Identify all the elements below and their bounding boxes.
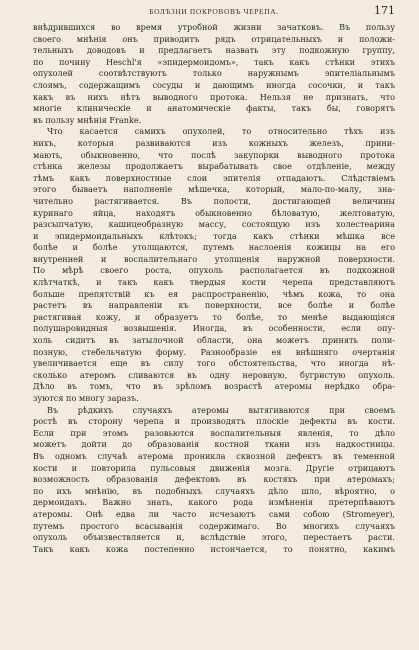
running-title: БОЛѢЗНИ ПОКРОВОВЪ ЧЕРЕПА.	[149, 6, 279, 16]
text-line: какъ въ нихъ нѣтъ выводного протока. Нельзя не признать, что	[33, 91, 395, 102]
text-line: Такъ какъ кожа постепенно истончается, то понятно, какимъ	[33, 543, 395, 554]
text-line: по почину Heschl'я «эпидермоидомъ», такъ какъ стѣнки этихъ	[33, 56, 395, 67]
text-line: куринаго яйца, находятъ обыкновенно бѣловатую, желтоватую,	[33, 207, 395, 218]
text-line: кости и повторила пульсовыя движенія мозга. Другіе отрицаютъ	[33, 462, 395, 473]
text-line: путемъ простого всасыванія содержимаго. Во многихъ случаяхъ	[33, 520, 395, 531]
text-line: опухоль объизвествляется и, вслѣдствіе этого, перестаетъ расти.	[33, 532, 395, 543]
text-line: внутренней и воспалительнаго утолщенія наружной поверхности.	[33, 253, 395, 264]
body-text	[33, 22, 395, 555]
text-line: нихъ, которыя развиваются изъ кожныхъ железъ, прини-	[33, 137, 395, 148]
text-line: сколько атеромъ сливаются въ одну неровную, бугристую опухоль.	[33, 369, 395, 380]
text-line: атеромы. Онѣ едва ли часто исчезаютъ сами собою (Stromeyer),	[33, 508, 395, 519]
text-line: растягивая кожу, и образуетъ то болѣе, то менѣе выдающіяся	[33, 311, 395, 322]
text-line: растетъ въ направленіи къ поверхности, все болѣе и болѣе	[33, 300, 395, 311]
text-line: Если при этомъ разовьются воспалительныя явленія, то дѣло	[33, 427, 395, 438]
text-line: можетъ дойти до образованія костной ткани изъ надкостницы.	[33, 439, 395, 450]
text-line: зуются по многу заразъ.	[33, 393, 139, 403]
text-line: Что касается самихъ опухолей, то относительно тѣхъ изъ	[47, 126, 395, 137]
text-line: по ихъ мнѣнію, въ подобныхъ случаяхъ дѣло шло, вѣроятно, о	[33, 485, 395, 496]
text-line: тѣмъ какъ поверхностные слои эпителія отпадаютъ. Слѣдствіемъ	[33, 172, 395, 183]
text-line: По мѣрѣ своего роста, опухоль располагается въ подкожной	[33, 265, 395, 276]
text-line: въ пользу мнѣнія Franke.	[33, 114, 142, 125]
text-line: и эпидермоидальныхъ клѣтокъ; тогда какъ стѣнки мѣшка все	[33, 230, 395, 241]
text-line: полушаровидныя возвышенія. Иногда, въ особенности, если опу-	[33, 323, 395, 334]
text-line: тельныхъ доводовъ и предлагаетъ назвать эту подкожную группу,	[33, 45, 395, 56]
text-line: болѣе и болѣе утолщаются, путемъ наслоенія кожицы на его	[33, 242, 395, 253]
text-line: чительно растягивается. Въ полости, достигающей величины	[33, 195, 395, 206]
text-line: дермоидахъ. Важно знать, какого рода измѣненія претерпѣваютъ	[33, 497, 395, 508]
text-line: этого бываетъ наполненіе мѣшечка, который, мало-по-малу, зна-	[33, 184, 395, 195]
text-line: клѣтчаткѣ, и такъ какъ твердыя кости черепа представляютъ	[33, 277, 395, 288]
text-line: возможность образованія дефектовъ въ костяхъ при атеромахъ;	[33, 474, 395, 485]
text-line: Въ рѣдкихъ случаяхъ атеромы вытягиваются при своемъ	[47, 404, 395, 415]
page-number: 171	[374, 4, 395, 17]
text-line: позную, стебельчатую форму. Разнообразіе ея внѣшняго очертанія	[33, 346, 395, 357]
text-line: мають, обыкновенно, что послѣ закупорки выводного протока	[33, 149, 395, 160]
text-line: Въ одномъ случаѣ атерома проникла сквозной дефектъ въ теменной	[33, 450, 395, 461]
text-line: стѣнка железы продолжаетъ вырабатывать свое отдѣленіе, между	[33, 161, 395, 172]
text-line: разсыпчатую, кашицеобразную массу, состоящую изъ холестеарина	[33, 219, 395, 230]
text-line: многіе клиническіе и анатомическіе факты, такъ бы, говорятъ	[33, 103, 395, 114]
text-line: холь сидитъ въ затылочной области, она можетъ принять поли-	[33, 335, 395, 346]
text-line: больше препятствій къ ея распространенію, чѣмъ кожа, то она	[33, 288, 395, 299]
page-header	[33, 4, 395, 18]
text-line: Дѣло въ томъ, что въ зрѣломъ возрастѣ атеромы нерѣдко обра-	[33, 381, 395, 392]
text-line: своего мнѣнія онъ приводитъ рядъ отрицательныхъ и положи-	[33, 33, 395, 44]
text-line: слоямъ, содержащимъ сосуды и дающимъ иногда сосочки, и такъ	[33, 79, 395, 90]
text-line: увеличивается еще въ силу того обстоятельства, что иногда нѣ-	[33, 358, 395, 369]
text-line: опухолей соотвѣтствуютъ только наружнымъ эпителіальнымъ	[33, 68, 395, 79]
text-line: внѣдрившихся во время утробной жизни зачатковъ. Въ пользу	[33, 22, 395, 32]
text-line: ростѣ въ сторону черепа и производятъ плоскіе дефекты въ кости.	[33, 416, 395, 427]
